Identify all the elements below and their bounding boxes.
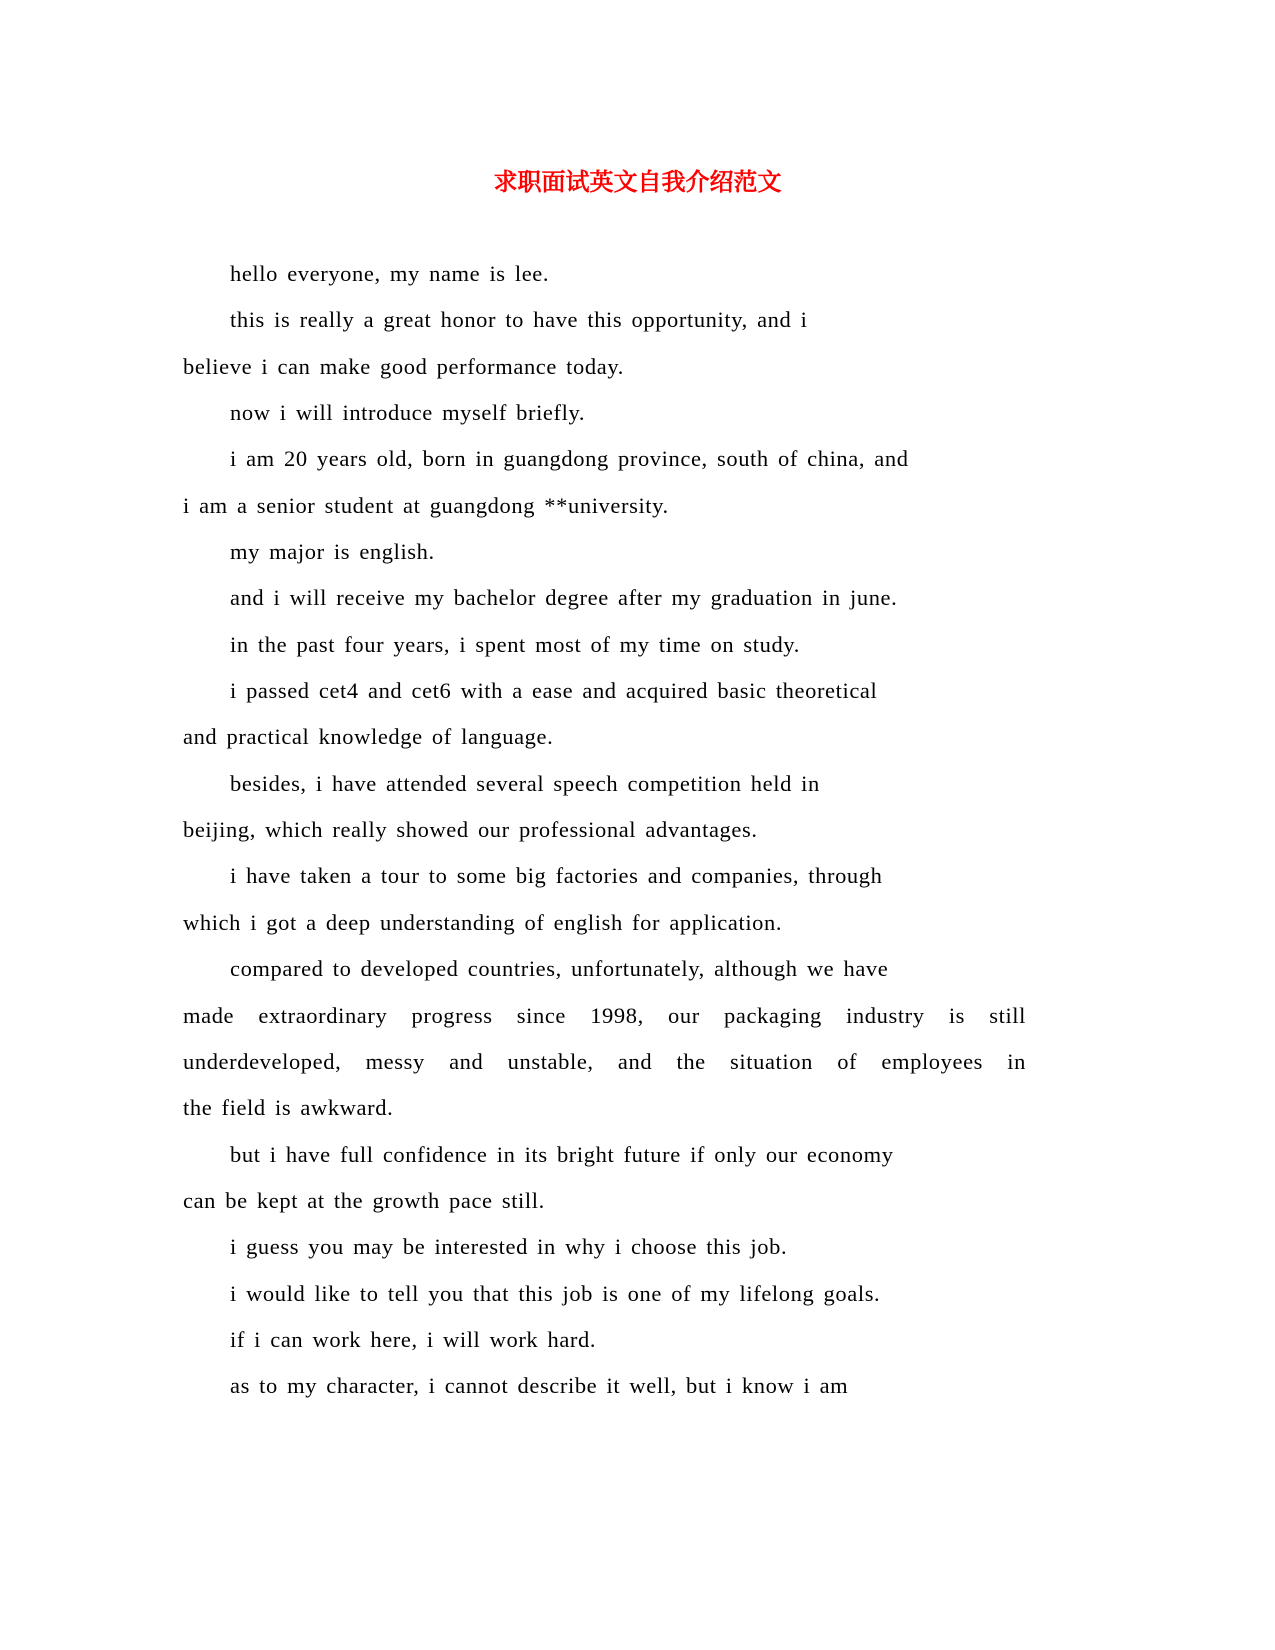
paragraph-line: made extraordinary progress since 1998, our packaging industry is still: [183, 1002, 1026, 1028]
paragraph-line: and practical knowledge of language.: [183, 724, 554, 750]
paragraph-line: the field is awkward.: [183, 1095, 394, 1121]
paragraph-line: can be kept at the growth pace still.: [183, 1187, 545, 1213]
paragraph-line: i guess you may be interested in why i choose this job.: [230, 1234, 788, 1260]
paragraph-line: which i got a deep understanding of english for application.: [183, 909, 783, 935]
paragraph-line: i am 20 years old, born in guangdong province, south of china, and: [230, 446, 909, 472]
paragraph-line: believe i can make good performance today.: [183, 353, 624, 379]
paragraph-line: beijing, which really showed our professional advantages.: [183, 817, 758, 843]
document-title: 求职面试英文自我介绍范文: [493, 168, 782, 196]
paragraph-line: if i can work here, i will work hard.: [230, 1326, 597, 1352]
paragraph-line: besides, i have attended several speech competition held in: [230, 770, 820, 796]
document-body: [183, 254, 1026, 1413]
paragraph-line: i am a senior student at guangdong **university.: [183, 492, 669, 518]
paragraph-line: compared to developed countries, unfortunately, although we have: [230, 956, 889, 982]
paragraph-line: now i will introduce myself briefly.: [230, 400, 586, 426]
paragraph-line: i have taken a tour to some big factories and companies, through: [230, 863, 883, 889]
paragraph-line: and i will receive my bachelor degree after my graduation in june.: [230, 585, 898, 611]
paragraph-line: this is really a great honor to have this opportunity, and i: [230, 307, 808, 333]
paragraph-line: hello everyone, my name is lee.: [230, 261, 550, 286]
paragraph-line: but i have full confidence in its bright future if only our economy: [230, 1141, 894, 1167]
paragraph-line: underdeveloped, messy and unstable, and the situation of employees in: [183, 1048, 1026, 1074]
paragraph-line: in the past four years, i spent most of my time on study.: [230, 631, 800, 657]
paragraph-line: i passed cet4 and cet6 with a ease and acquired basic theoretical: [230, 678, 878, 704]
paragraph-line: as to my character, i cannot describe it well, but i know i am: [230, 1373, 849, 1399]
paragraph-line: my major is english.: [230, 539, 435, 565]
paragraph-line: i would like to tell you that this job is one of my lifelong goals.: [230, 1280, 881, 1306]
